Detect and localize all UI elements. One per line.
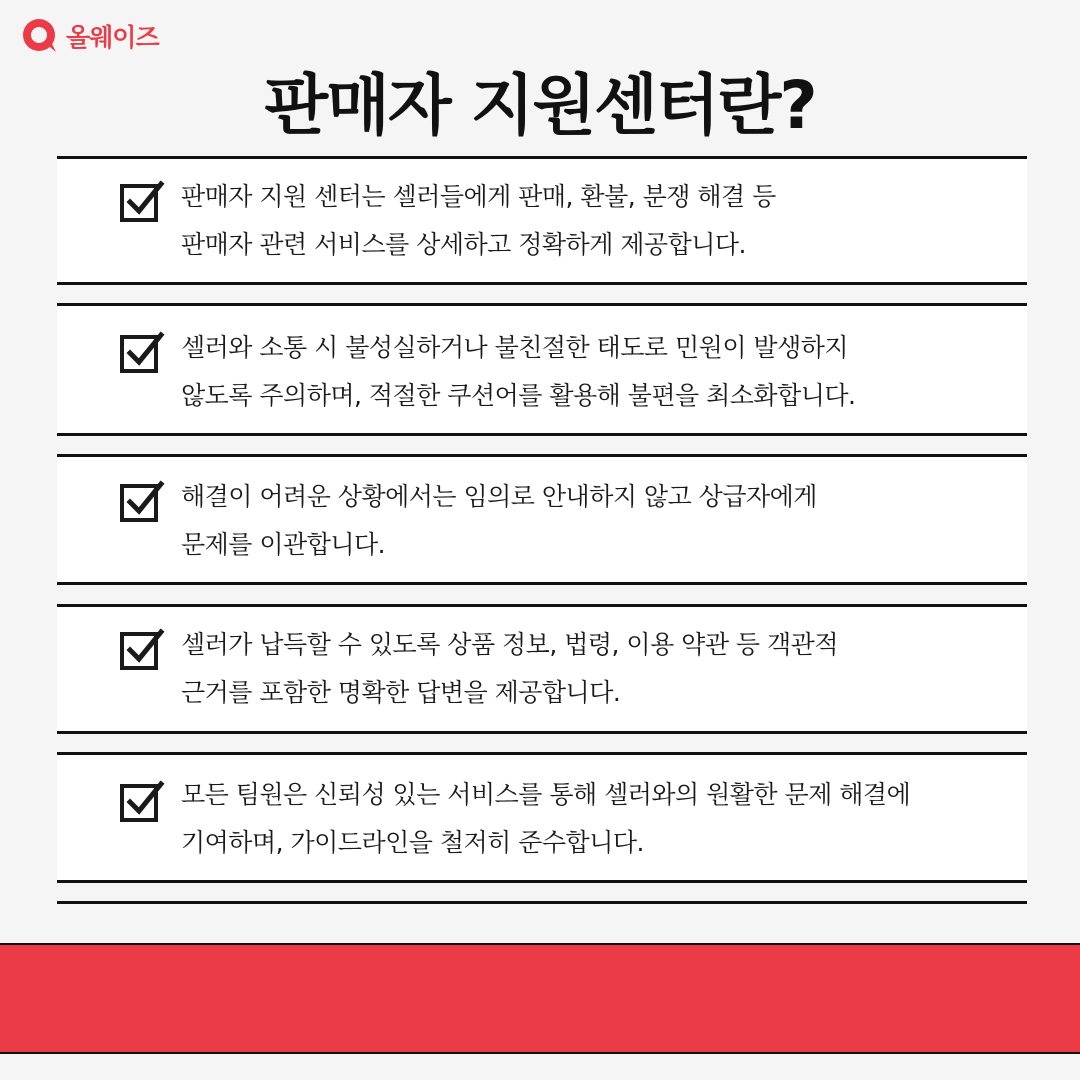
checkbox-checked-icon [119, 627, 165, 673]
guideline-card-4 [57, 604, 1027, 734]
footer-band [0, 943, 1080, 1054]
speech-bubble-logo-icon [20, 16, 60, 56]
guideline-line-2: 근거를 포함한 명확한 답변을 제공합니다. [181, 678, 621, 707]
guideline-text [181, 771, 1007, 867]
brand-logo[interactable] [20, 16, 159, 56]
guideline-text [181, 621, 1007, 717]
guideline-text [181, 173, 1007, 269]
page-title: 판매자 지원센터란? [264, 67, 816, 144]
guideline-line-2: 않도록 주의하며, 적절한 쿠션어를 활용해 불편을 최소화합니다. [181, 381, 856, 410]
checkbox-checked-icon [119, 779, 165, 825]
guideline-card-5 [57, 752, 1027, 883]
checkbox-checked-icon [119, 179, 165, 225]
guideline-line-1: 해결이 어려운 상황에서는 임의로 안내하지 않고 상급자에게 [181, 482, 817, 511]
guideline-card-3 [57, 454, 1027, 585]
guideline-line-1: 셀러와 소통 시 불성실하거나 불친절한 태도로 민원이 발생하지 [181, 333, 849, 362]
guideline-card-2 [57, 303, 1027, 436]
guideline-line-2: 판매자 관련 서비스를 상세하고 정확하게 제공합니다. [181, 230, 746, 259]
guideline-line-1: 셀러가 납득할 수 있도록 상품 정보, 법령, 이용 약관 등 객관적 [181, 630, 838, 659]
guideline-card-1 [57, 156, 1027, 285]
bottom-divider [57, 901, 1027, 904]
guideline-line-2: 문제를 이관합니다. [181, 530, 386, 559]
checkbox-checked-icon [119, 479, 165, 525]
guideline-line-2: 기여하며, 가이드라인을 철저히 준수합니다. [181, 828, 644, 857]
guideline-line-1: 판매자 지원 센터는 셀러들에게 판매, 환불, 분쟁 해결 등 [181, 182, 776, 211]
guideline-line-1: 모든 팀원은 신뢰성 있는 서비스를 통해 셀러와의 원활한 문제 해결에 [181, 780, 911, 809]
checkbox-checked-icon [119, 330, 165, 376]
brand-name: 올웨이즈 [66, 23, 159, 52]
guideline-text [181, 324, 1007, 420]
guideline-text [181, 473, 1007, 569]
